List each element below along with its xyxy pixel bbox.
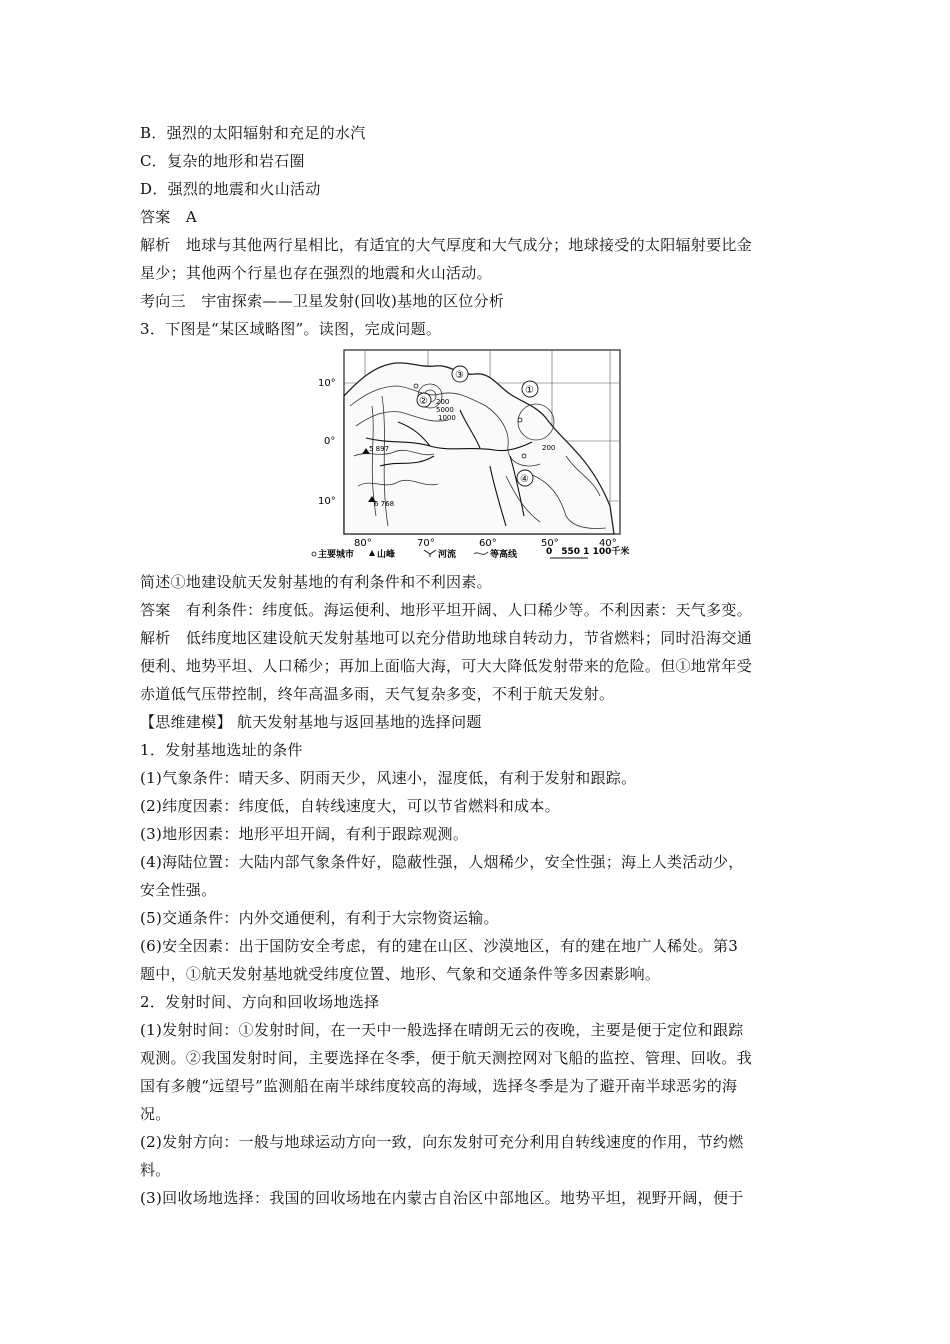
question-3: 3．下图是“某区域略图”。读图，完成问题。 [140, 320, 442, 338]
legend-river-label: 河流 [438, 550, 457, 560]
legend-peak-label: 山峰 [377, 550, 396, 560]
legend-city-icon [312, 552, 316, 556]
answer-3: 答案 有利条件：纬度低。海运便利、地形平坦开阔、人口稀少等。不利因素：天气多变。 [140, 601, 753, 619]
legend-city-label: 主要城市 [318, 550, 355, 560]
condition-1: (1)气象条件：晴天多、阴雨天少，风速小，湿度低，有利于发射和跟踪。 [140, 769, 637, 787]
marker-4 [517, 470, 533, 486]
condition-3: (3)地形因素：地形平坦开阔，有利于跟踪观测。 [140, 825, 469, 843]
thinking-model-heading: 【思维建模】 航天发射基地与返回基地的选择问题 [140, 713, 482, 731]
condition-4: (4)海陆位置：大陆内部气象条件好，隐蔽性强，人烟稀少，安全性强；海上人类活动少， [140, 853, 744, 871]
condition-2: (2)纬度因素：纬度低，自转线速度大，可以节省燃料和成本。 [140, 797, 560, 815]
analysis-line-1: 解析 地球与其他两行星相比，有适宜的大气厚度和大气成分；地球接受的太阳辐射要比金 [140, 236, 753, 254]
svg-text:②: ② [419, 396, 428, 407]
launch-direction-1: (2)发射方向：一般与地球运动方向一致，向东发射可充分利用自转线速度的作用，节约燃 [140, 1133, 744, 1151]
legend-contour-icon [474, 552, 488, 554]
analysis-3-line-1: 解析 低纬度地区建设航天发射基地可以充分借助地球自转动力，节省燃料；同时沿海交通 [140, 629, 753, 647]
condition-4-cont: 安全性强。 [140, 881, 217, 899]
lat-label-0: 0° [324, 436, 336, 447]
answer-line: 答案 A [140, 208, 198, 226]
launch-time-3: 国有多艘“远望号”监测船在南半球纬度较高的海域，选择冬季是为了避开南半球恶劣的海 [140, 1077, 738, 1095]
legend-scale-label: 0 550 1 100千米 [546, 547, 630, 557]
legend-contour-label: 等高线 [490, 550, 518, 560]
lon-label-40w: 40° [599, 538, 617, 549]
launch-direction-2: 料。 [140, 1161, 171, 1179]
marker-2 [417, 393, 431, 407]
condition-6: (6)安全因素：出于国防安全考虑，有的建在山区、沙漠地区，有的建在地广人稀处。第3 [140, 937, 739, 955]
launch-time-4: 况。 [140, 1105, 171, 1123]
region-map-figure [310, 346, 640, 561]
condition-6-cont: 题中，①航天发射基地就受纬度位置、地形、气象和交通条件等多因素影响。 [140, 965, 661, 983]
analysis-line-2: 星少；其他两个行星也存在强烈的地震和火山活动。 [140, 264, 492, 282]
subheading-1: 1．发射基地选址的条件 [140, 741, 303, 759]
lon-label-50w: 50° [541, 538, 559, 549]
marker-1 [522, 381, 538, 397]
svg-text:④: ④ [520, 474, 529, 485]
marker-3 [452, 366, 468, 382]
peak-label-1: 5 897 [369, 445, 390, 453]
legend-peak-icon [369, 550, 375, 556]
recovery-site-1: (3)回收场地选择：我国的回收场地在内蒙古自治区中部地区。地势平坦，视野开阔，便于 [140, 1189, 744, 1207]
peak-label-2: 6 768 [374, 500, 395, 508]
launch-time-2: 观测。②我国发射时间，主要选择在冬季，便于航天测控网对飞船的监控、管理、回收。我 [140, 1049, 753, 1067]
legend-river-icon [424, 550, 436, 557]
analysis-3-line-2: 便利、地势平坦、人口稀少；再加上面临大海，可大大降低发射带来的危险。但①地常年受 [140, 657, 753, 675]
contour-label-4: 200 [542, 444, 556, 452]
launch-time-1: (1)发射时间：①发射时间，在一天中一般选择在晴朗无云的夜晚，主要是便于定位和跟踪 [140, 1021, 744, 1039]
subheading-2: 2．发射时间、方向和回收场地选择 [140, 993, 380, 1011]
section-heading: 考向三 宇宙探索——卫星发射(回收)基地的区位分析 [140, 292, 505, 310]
svg-text:①: ① [525, 385, 534, 396]
option-d: D．强烈的地震和火山活动 [140, 180, 321, 198]
lat-label-10n: 10° [318, 378, 336, 389]
contour-label-2: 5000 [436, 406, 454, 414]
lon-label-70w: 70° [417, 538, 435, 549]
lat-label-10s: 10° [318, 496, 336, 507]
question-prompt: 简述①地建设航天发射基地的有利条件和不利因素。 [140, 573, 492, 591]
analysis-3-line-3: 赤道低气压带控制，终年高温多雨，天气复杂多变，不利于航天发射。 [140, 685, 615, 703]
svg-text:③: ③ [455, 370, 464, 381]
contour-label-3: 1000 [438, 414, 456, 422]
lon-label-80w: 80° [354, 538, 372, 549]
option-b: B．强烈的太阳辐射和充足的水汽 [140, 124, 366, 142]
contour-label-1: 200 [436, 398, 450, 406]
region-map [310, 346, 640, 561]
option-c: C．复杂的地形和岩石圈 [140, 152, 305, 170]
condition-5: (5)交通条件：内外交通便利，有利于大宗物资运输。 [140, 909, 499, 927]
lon-label-60w: 60° [479, 538, 497, 549]
